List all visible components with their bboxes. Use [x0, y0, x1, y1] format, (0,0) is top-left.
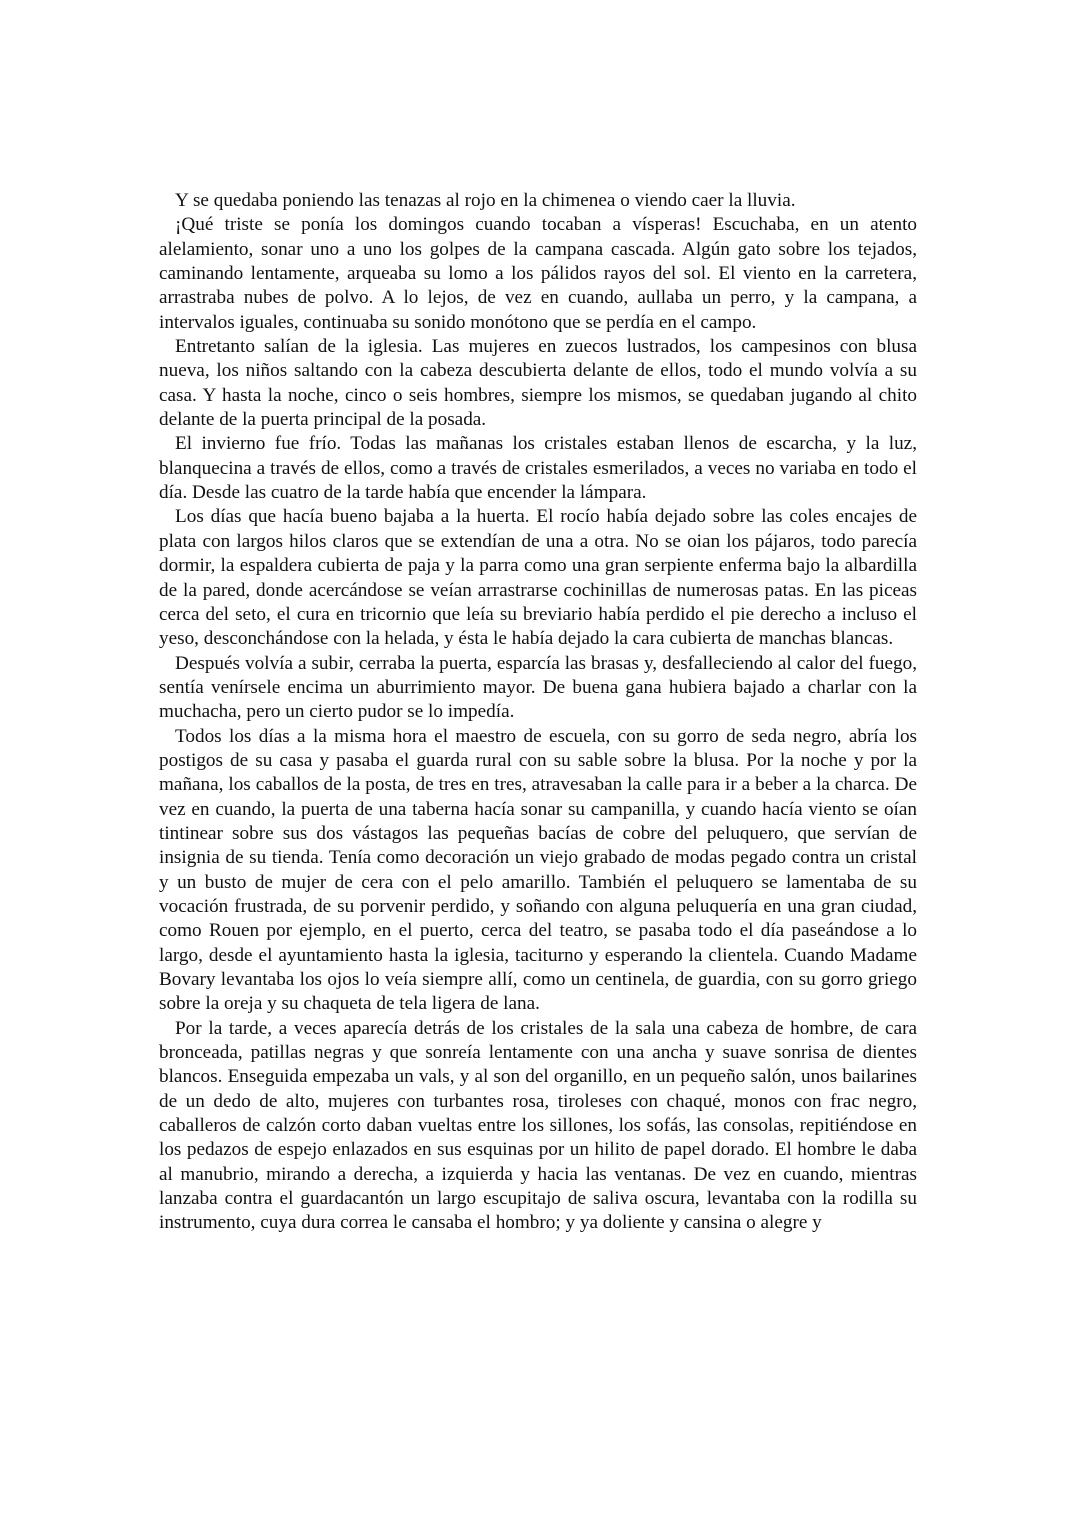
paragraph: Entretanto salían de la iglesia. Las mujeres en zuecos lustrados, los campesinos con blusa nueva, los niños saltando con la cabeza descubierta delante de ellos, todo el mundo volvía a su casa. Y hasta la noche, cinco o seis hombres, siempre los mismos, se quedaban jugando al chito delante de la puerta principal de la posada. [159, 336, 917, 431]
paragraph: El invierno fue frío. Todas las mañanas los cristales estaban llenos de escarcha, y la luz, blanquecina a través de ellos, como a través de cristales esmerilados, a veces no variaba en todo el día. Desde las cuatro de la tarde había que encender la lámpara. [159, 433, 917, 504]
document-page [159, 189, 917, 1236]
paragraph: Los días que hacía bueno bajaba a la huerta. El rocío había dejado sobre las coles encajes de plata con largos hilos claros que se extendían de una a otra. No se oian los pájaros, todo parecía dormir, la espaldera cubierta de paja y la parra como una gran serpiente enferma bajo la albardilla de la pared, donde acercándose se veían arrastrarse cochinillas de numerosas patas. En las piceas cerca del seto, el cura en tricornio que leía su breviario había perdido el pie derecho a incluso el yeso, desconchándose con la helada, y ésta le había dejado la cara cubierta de manchas blancas. [159, 506, 917, 650]
paragraph: Por la tarde, a veces aparecía detrás de los cristales de la sala una cabeza de hombre, de cara bronceada, patillas negras y que sonreía lentamente con una ancha y suave sonrisa de dientes blancos. Enseguida empezaba un vals, y al son del organillo, en un pequeño salón, unos bailarines de un dedo de alto, mujeres con turbantes rosa, tiroleses con chaqué, monos con frac negro, caballeros de calzón corto daban vueltas entre los sillones, los sofás, las consolas, repitiéndose en los pedazos de espejo enlazados en sus esquinas por un hilito de papel dorado. El hombre le daba al manubrio, mirando a derecha, a izquierda y hacia las ventanas. De vez en cuando, mientras lanzaba contra el guardacantón un largo escupitajo de saliva oscura, levantaba con la rodilla su instrumento, cuya dura correa le cansaba el hombro; y ya doliente y cansina o alegre y [159, 1017, 917, 1234]
paragraph: Y se quedaba poniendo las tenazas al rojo en la chimenea o viendo caer la lluvia. [175, 190, 796, 211]
paragraph: Después volvía a subir, cerraba la puerta, esparcía las brasas y, desfalleciendo al calor del fuego, sentía venírsele encima un aburrimiento mayor. De buena gana hubiera bajado a charlar con la muchacha, pero un cierto pudor se lo impedía. [159, 652, 917, 723]
paragraph: ¡Qué triste se ponía los domingos cuando tocaban a vísperas! Escuchaba, en un atento alelamiento, sonar uno a uno los golpes de la campana cascada. Algún gato sobre los tejados, caminando lentamente, arqueaba su lomo a los pálidos rayos del sol. El viento en la carretera, arrastraba nubes de polvo. A lo lejos, de vez en cuando, aullaba un perro, y la campana, a intervalos iguales, continuaba su sonido monótono que se perdía en el campo. [159, 214, 917, 333]
paragraph: Todos los días a la misma hora el maestro de escuela, con su gorro de seda negro, abría los postigos de su casa y pasaba el guarda rural con su sable sobre la blusa. Por la noche y por la mañana, los caballos de la posta, de tres en tres, atravesaban la calle para ir a beber a la charca. De vez en cuando, la puerta de una taberna hacía sonar su campanilla, y cuando hacía viento se oían tintinear sobre sus dos vástagos las pequeñas bacías de cobre del peluquero, que servían de insignia de su tienda. Tenía como decoración un viejo grabado de modas pegado contra un cristal y un busto de mujer de cera con el pelo amarillo. También el peluquero se lamentaba de su vocación frustrada, de su porvenir perdido, y soñando con alguna peluquería en una gran ciudad, como Rouen por ejemplo, en el puerto, cerca del teatro, se pasaba todo el día paseándose a lo largo, desde el ayuntamiento hasta la iglesia, taciturno y esperando la clientela. Cuando Madame Bovary levantaba los ojos lo veía siempre allí, como un centinela, de guardia, con su gorro griego sobre la oreja y su chaqueta de tela ligera de lana. [159, 725, 917, 1015]
